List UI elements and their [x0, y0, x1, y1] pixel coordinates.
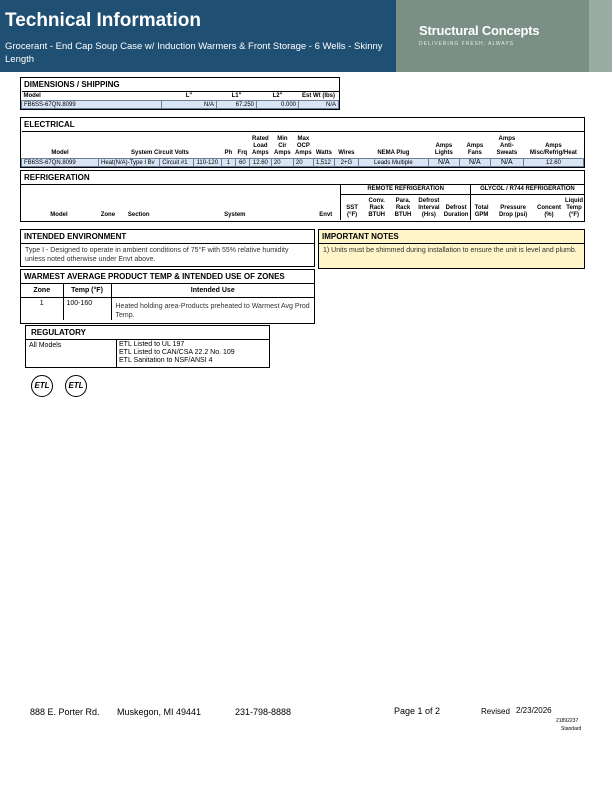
- zone-col-zone: Zone: [21, 284, 63, 297]
- dimensions-table: [21, 91, 339, 109]
- page-subtitle: Grocerant - End Cap Soup Case w/ Induction Warmers & Front Storage - 6 Wells - Skinny Length: [5, 41, 383, 65]
- refrigeration-group-row: [21, 185, 584, 195]
- zone-col-use: Intended Use: [111, 284, 314, 297]
- elec-mca: 20: [271, 159, 293, 167]
- elec-col-amps-misc: Amps Misc/Refrig/Heat: [523, 132, 583, 159]
- company-tagline: DELIVERING FRESH, ALWAYS: [419, 41, 515, 47]
- elec-col-circuit-volts: System Circuit Volts: [99, 132, 222, 159]
- elec-col-amps-fans: Amps Fans: [459, 132, 490, 159]
- table-row: [22, 101, 339, 109]
- elec-col-rla: Rated Load Amps: [249, 132, 271, 159]
- dimensions-header-row: [22, 92, 339, 101]
- refr-col-liquid-temp: Liquid Temp (°F): [565, 197, 583, 218]
- elec-col-ph: Ph: [221, 132, 235, 159]
- header-edge-strip: [589, 0, 612, 72]
- company-logo: Structural Concepts: [419, 23, 540, 38]
- elec-col-watts: Watts: [313, 132, 334, 159]
- dim-weight: N/A: [299, 101, 339, 109]
- elec-amps-anti-sweats: N/A: [490, 159, 523, 167]
- refr-col-zone: Zone: [100, 211, 116, 218]
- regulatory-title: REGULATORY: [26, 326, 269, 340]
- refr-col-envt: Envt: [319, 211, 333, 218]
- dim-col-model: Model: [22, 92, 162, 101]
- footer-revised-date: 2/23/2026: [516, 706, 552, 715]
- zone-temp: 100-160: [63, 297, 111, 320]
- refrigeration-title: REFRIGERATION: [21, 171, 584, 185]
- dim-col-l: L": [162, 92, 217, 101]
- dim-col-l1: L1": [217, 92, 257, 101]
- elec-circuit: Circuit #1: [160, 159, 193, 167]
- table-row: [22, 159, 584, 167]
- refr-col-model: Model: [50, 211, 68, 218]
- elec-amps-fans: N/A: [459, 159, 490, 167]
- refr-col-defrost-interval: Defrost Interval (Hrs): [418, 197, 440, 218]
- page-header: [0, 0, 612, 72]
- note-item: 1) Units must be shimmed during installation to ensure the unit is level and plumb.: [323, 247, 577, 254]
- notes-title: IMPORTANT NOTES: [319, 230, 584, 244]
- elec-nema: Leads Multiple: [358, 159, 428, 167]
- refrigeration-header-row: [21, 195, 584, 220]
- refr-col-conv-rack: Conv. Rack BTUH: [368, 197, 385, 218]
- refrigeration-section: [20, 170, 585, 222]
- etl-listed-logo: ETL: [31, 375, 53, 397]
- elec-rla: 12.60: [249, 159, 271, 167]
- zone-use: Heated holding area-Products preheated to Warmest Avg Prod Temp.: [115, 302, 310, 319]
- dim-l: N/A: [162, 101, 217, 109]
- refrigeration-table: [21, 185, 584, 220]
- elec-amps-misc: 12.60: [523, 159, 583, 167]
- etl-sanitation-logo: ETL: [65, 375, 87, 397]
- refr-col-para-rack: Para. Rack BTUH: [394, 197, 412, 218]
- footer-revised-label: Revised: [481, 707, 510, 716]
- zones-table: [21, 284, 314, 320]
- elec-col-mocp: Max OCP Amps: [293, 132, 313, 159]
- footer-doc-number: 21892237: [556, 718, 579, 724]
- refr-col-concent: Concent (%): [536, 204, 561, 218]
- elec-amps-lights: N/A: [428, 159, 459, 167]
- elec-mocp: 20: [293, 159, 313, 167]
- environment-title: INTENDED ENVIRONMENT: [21, 230, 314, 244]
- footer-address: 888 E. Porter Rd.: [30, 707, 100, 717]
- elec-model: FB6SS-67QN.8099: [22, 159, 99, 167]
- elec-watts: 1,512: [313, 159, 334, 167]
- dim-model: FB6SS-67QN.8099: [22, 101, 162, 109]
- zones-header-row: [21, 284, 314, 297]
- elec-ph: 1: [221, 159, 235, 167]
- regulatory-label: All Models: [29, 342, 62, 349]
- footer-phone: 231-798-8888: [235, 707, 292, 717]
- elec-col-amps-anti-sweats: Amps Anti-Sweats: [490, 132, 523, 159]
- elec-system: Heat(N/A)-Type I Bv: [99, 159, 160, 167]
- elec-col-model: Model: [22, 132, 99, 159]
- refr-col-defrost-duration: Defrost Duration: [443, 204, 469, 218]
- elec-volts: 110-120: [193, 159, 221, 167]
- environment-text: Type I - Designed to operate in ambient conditions of 75°F with 55% relative humidity unless noted otherwise under Envt above.: [25, 247, 289, 263]
- zone-number: 1: [21, 297, 63, 320]
- regulatory-line: ETL Sanitation to NSF/ANSI 4: [119, 357, 213, 364]
- regulatory-section: [25, 325, 270, 368]
- elec-col-amps-lights: Amps Lights: [428, 132, 459, 159]
- page-title: Technical Information: [5, 10, 202, 31]
- glycol-refrigeration-header: GLYCOL / R744 REFRIGERATION: [470, 185, 584, 195]
- notes-section: [318, 229, 585, 269]
- refr-col-section: Section: [127, 211, 150, 218]
- footer-page-number: Page 1 of 2: [394, 706, 441, 716]
- table-row: [21, 297, 314, 320]
- elec-col-nema: NEMA Plug: [358, 132, 428, 159]
- refr-col-sst: SST (°F): [341, 195, 363, 220]
- elec-frq: 60: [235, 159, 249, 167]
- environment-section: [20, 229, 315, 267]
- electrical-header-row: [22, 132, 584, 159]
- footer-doc-type: Standard: [561, 726, 582, 732]
- elec-col-wires: Wires: [334, 132, 358, 159]
- zones-section: [20, 269, 315, 324]
- remote-refrigeration-header: REMOTE REFRIGERATION: [341, 185, 470, 195]
- zones-title: WARMEST AVERAGE PRODUCT TEMP & INTENDED USE OF ZONES: [21, 270, 314, 284]
- elec-col-mca: Min Cir Amps: [271, 132, 293, 159]
- refr-col-pressure-drop: Pressure Drop (psi): [498, 204, 528, 218]
- refr-col-total-gpm: Total GPM: [470, 195, 492, 220]
- dim-col-weight: Est Wt (lbs): [299, 92, 339, 101]
- dimensions-title: DIMENSIONS / SHIPPING: [24, 80, 120, 89]
- regulatory-line: ETL Listed to CAN/CSA 22.2 No. 109: [119, 349, 235, 356]
- electrical-title: ELECTRICAL: [24, 120, 75, 129]
- dim-col-l2: L2": [257, 92, 299, 101]
- electrical-section: [20, 117, 585, 168]
- zone-col-temp: Temp (°F): [63, 284, 111, 297]
- dimensions-section: [20, 77, 340, 110]
- refr-col-system: System: [224, 211, 246, 218]
- footer-city: Muskegon, MI 49441: [117, 707, 202, 717]
- elec-col-frq: Frq: [235, 132, 249, 159]
- dim-l2: 0.000: [257, 101, 299, 109]
- elec-wires: 2+G: [334, 159, 358, 167]
- dim-l1: 67.250: [217, 101, 257, 109]
- regulatory-line: ETL Listed to UL 197: [119, 341, 185, 348]
- electrical-table: [21, 131, 584, 167]
